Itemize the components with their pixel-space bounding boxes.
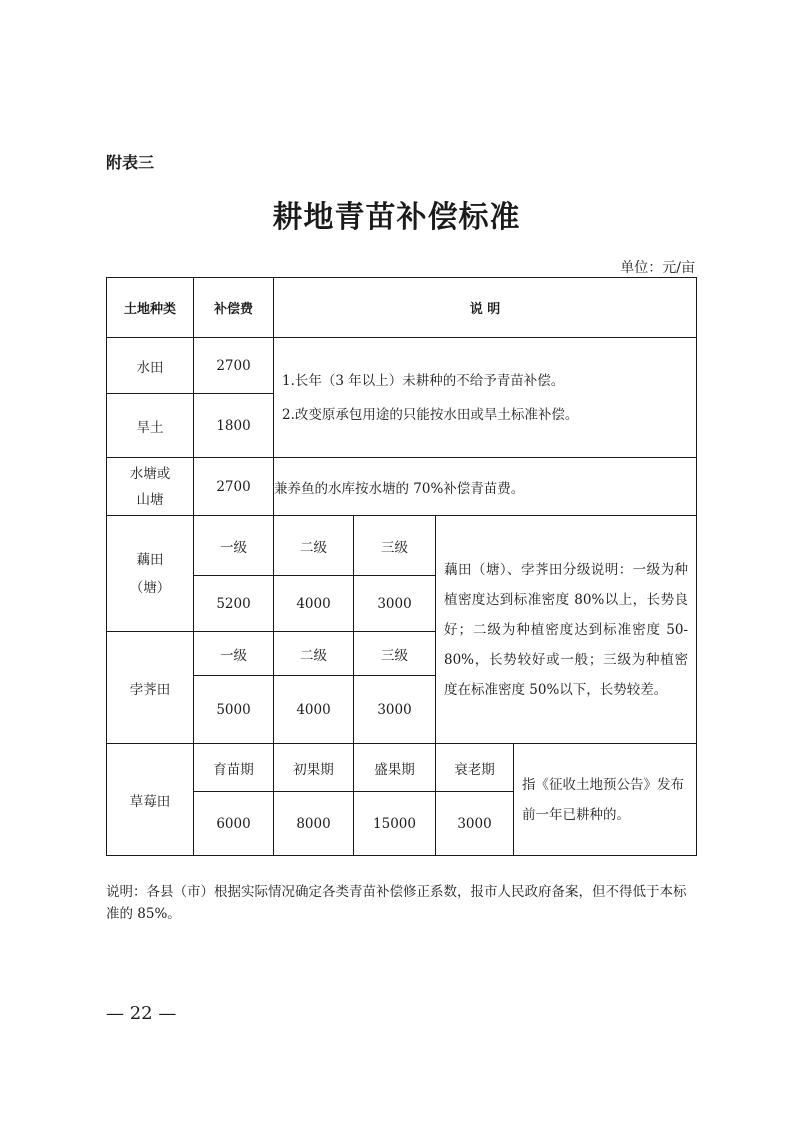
land-type-lotus [107,516,194,632]
strawberry-stage-1: 育苗期 [194,744,274,792]
fee-paddy: 2700 [194,338,274,394]
lotus-grade-3: 三级 [354,516,436,576]
land-type-pond [107,458,194,516]
grade-note: 藕田（塘）、孛荠田分级说明：一级为种植密度达到标准密度 80%以上，长势良好；二级为种植密度达到标准密度 50-80%，长势较好或一般；三级为种植密度在标准密度 50%以下，长势较差。 [436,516,697,744]
lotus-fee-2: 4000 [274,576,354,632]
strawberry-stage-2: 初果期 [274,744,354,792]
strawberry-stage-3: 盛果期 [354,744,436,792]
chestnut-grade-1: 一级 [194,632,274,676]
land-type-paddy: 水田 [107,338,194,394]
lotus-grade-2: 二级 [274,516,354,576]
land-type-chestnut: 孛荠田 [107,632,194,744]
table-row-paddy [107,338,697,394]
paddy-dry-notes [274,338,697,458]
strawberry-fee-2: 8000 [274,792,354,856]
footnote: 说明：各县（市）根据实际情况确定各类青苗补偿修正系数，报市人民政府备案，但不得低于本标准的 85%。 [106,884,687,922]
chestnut-fee-3: 3000 [354,676,436,744]
strawberry-fee-4: 3000 [436,792,514,856]
fee-dry: 1800 [194,394,274,458]
table-row-pond [107,458,697,516]
note-line-2: 2.改变原承包用途的只能按水田或旱土标准补偿。 [282,406,579,423]
strawberry-note: 指《征收土地预公告》发布前一年已耕种的。 [514,744,697,856]
table-row-strawberry-stages [107,744,697,792]
land-type-strawberry: 草莓田 [107,744,194,856]
lotus-fee-1: 5200 [194,576,274,632]
chestnut-grade-3: 三级 [354,632,436,676]
pond-note: 兼养鱼的水库按水塘的 70%补偿青苗费。 [274,458,697,516]
lotus-name-line-1: 藕田 [136,551,164,568]
note-line-1: 1.长年（3 年以上）未耕种的不给予青苗补偿。 [282,372,565,389]
fee-pond: 2700 [194,458,274,516]
lotus-name-line-2: （塘） [129,579,171,596]
lotus-fee-3: 3000 [354,576,436,632]
strawberry-fee-3: 15000 [354,792,436,856]
compensation-table [106,277,697,856]
page-number: — 22 — [106,1003,177,1024]
header-description: 说 明 [274,278,697,338]
pond-name-line-2: 山塘 [136,491,164,508]
header-land-type: 土地种类 [107,278,194,338]
unit-label: 单位：元/亩 [620,260,695,276]
lotus-grade-1: 一级 [194,516,274,576]
appendix-label: 附表三 [106,153,155,172]
land-type-dry: 旱土 [107,394,194,458]
chestnut-grade-2: 二级 [274,632,354,676]
table-row-lotus-grades [107,516,697,576]
chestnut-fee-2: 4000 [274,676,354,744]
header-fee: 补偿费 [194,278,274,338]
pond-name-line-1: 水塘或 [129,465,171,482]
table-header-row [107,278,697,338]
strawberry-fee-1: 6000 [194,792,274,856]
document-title: 耕地青苗补偿标准 [272,200,521,235]
chestnut-fee-1: 5000 [194,676,274,744]
strawberry-stage-4: 衰老期 [436,744,514,792]
